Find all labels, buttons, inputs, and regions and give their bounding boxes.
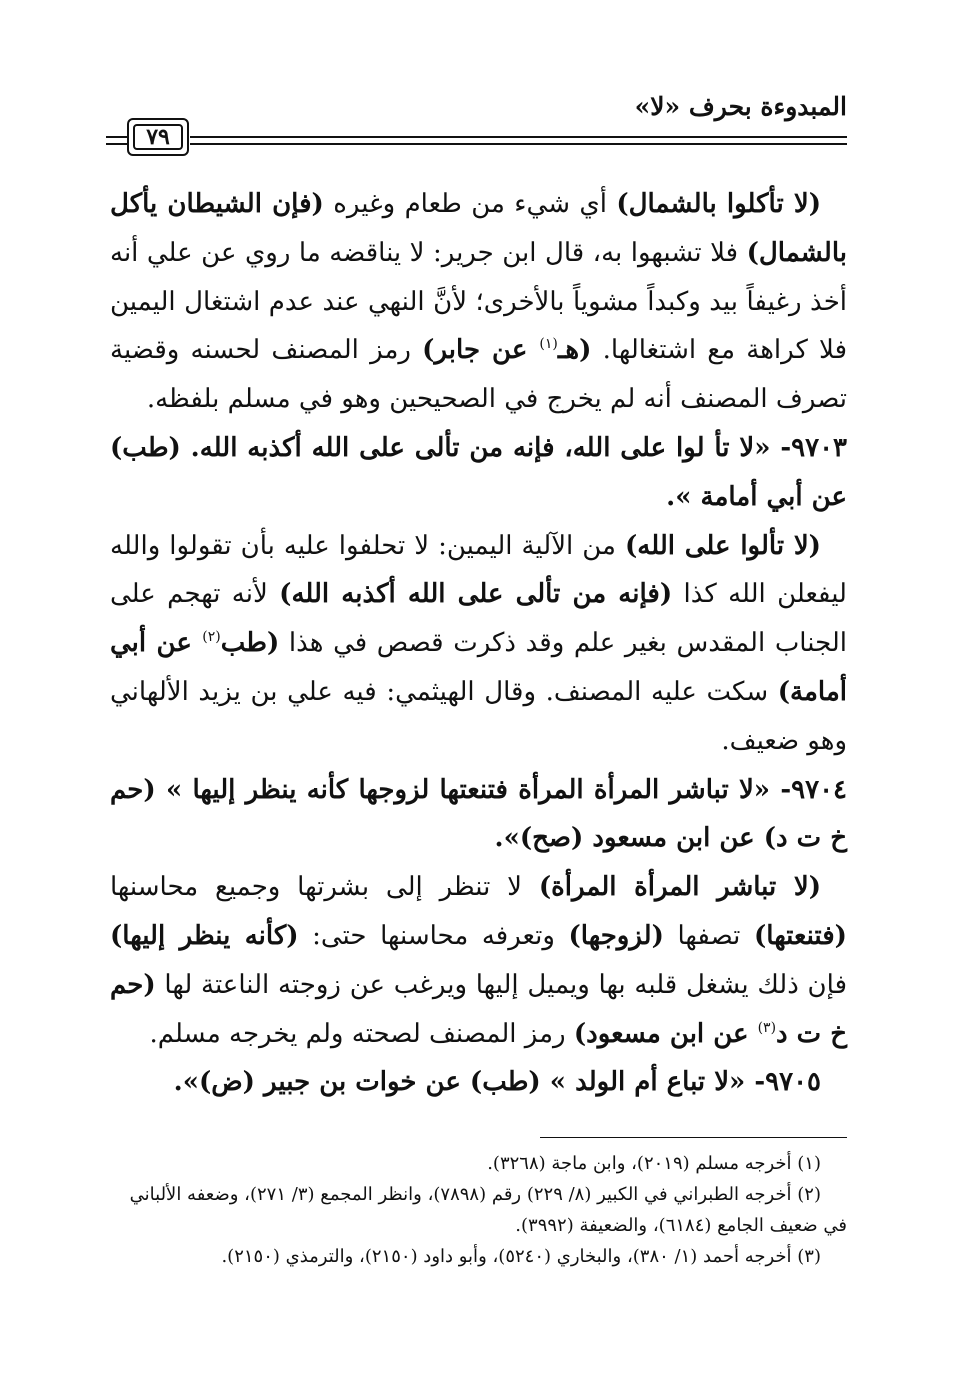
header-rule-bottom [190,143,847,145]
text: لأنه تهجم على الجناب المقدس بغير علم وقد ذكرت قصص في هذا [110,579,847,659]
text: سكت عليه المصنف. وقال الهيثمي: فيه علي بن يزيد الألهاني وهو ضعيف. [110,676,847,756]
quote: (فتنعتها) [753,920,847,951]
source: (طب [220,628,280,659]
running-title: المبدوءة بحرف «لا» [634,92,847,121]
quote: (لا تباشر المرأة المرأة) [538,872,821,903]
hadith-heading-9705: ٩٧٠٥- «لا تباع أم الولد » (طب) عن خوات بن جبير (ض)». [173,1067,821,1098]
text: فلا تشبهوا به، قال ابن جرير: لا يناقضه ما روي عن علي أنه أخذ رغيفاً بيد وكبداً مشوياً بالأخرى؛ لأنَّ النهي عند عدم اشتغال اليمين فلا كراهة مع اشتغالها. [110,237,848,366]
source: عن أبي أمامة) [110,628,847,707]
text: وتعرفه محاسنها حتى: [298,920,569,951]
commentary-paragraph-3 [110,863,847,1058]
footnote-ref-3[interactable]: (٣) [757,1019,777,1036]
text: من الآلية اليمين: لا تحلفوا عليه بأن تقولوا والله ليفعلن الله كذا [110,530,847,610]
footnote-separator [540,1137,847,1138]
source: (حم خ ت د [110,969,847,1049]
text: تصفها [663,920,754,951]
quote: (لا تألوا على الله) [624,530,821,561]
hadith-heading-9703: ٩٧٠٣- «لا تأ لوا على الله، فإنه من تألى على الله أكذبه الله. (طب) عن أبي أمامة ». [110,432,847,512]
header-rule-left-bottom [106,143,128,145]
footnotes [110,1148,847,1272]
page-number: ٧٩ [133,124,183,150]
quote: (فإنه من تألى على الله أكذبه الله) [279,579,673,610]
footnote-1: (١) أخرجه مسلم (٢٠١٩)، وابن ماجة (٣٢٦٨). [487,1153,821,1174]
footnote-3: (٣) أخرجه أحمد (١/ ٣٨٠)، والبخاري (٥٢٤٠)، وأبو داود (٢١٥٠)، والترمذي (٢١٥٠). [221,1246,821,1267]
footnote-2: (٢) أخرجه الطبراني في الكبير (٨/ ٢٢٩) رقم (٧٨٩٨)، وانظر المجمع (٣/ ٢٧١)، وضعفه الألباني في ضعيف الجامع (٦١٨٤)، والضعيفة (٣٩٩٢). [129,1184,847,1236]
text: أي شيء من طعام وغيره [323,189,617,219]
source: (هـ [557,335,592,366]
text: لا تنظر إلى بشرتها وجميع محاسنها [110,872,539,903]
source: عن جابر) [422,335,540,366]
footnote-ref-1[interactable]: (١) [539,336,558,353]
quote: (فإن الشيطان يأكل بالشمال) [110,189,847,268]
commentary-paragraph-1 [110,180,847,424]
quote: (لزوجها) [568,920,664,951]
commentary-paragraph-2 [110,522,847,766]
footnote-ref-2[interactable]: (٢) [202,629,221,646]
source: عن ابن مسعود) [573,1018,758,1049]
header-rule-left-top [106,136,128,138]
page-number-frame [127,118,189,156]
header-rule-top [190,136,847,138]
quote: (لا تأكلوا بالشمال) [616,189,821,219]
text: رمز المصنف لصحته ولم يخرجه مسلم. [149,1018,574,1049]
text: فإن ذلك يشغل قلبه بها ويميل إليها ويرغب عن زوجته الناعتة لها [155,969,847,1000]
hadith-heading-9704: ٩٧٠٤- «لا تباشر المرأة المرأة فتنعتها لزوجها كأنه ينظر إليها » (حم خ ت د) عن ابن مسعود (صح)». [110,774,847,854]
quote: (كأنه ينظر إليها) [110,920,299,951]
main-text [110,180,847,1107]
text: رمز المصنف لحسنه وقضية تصرف المصنف أنه لم يخرج في الصحيحين وهو في مسلم بلفظه. [110,335,847,415]
